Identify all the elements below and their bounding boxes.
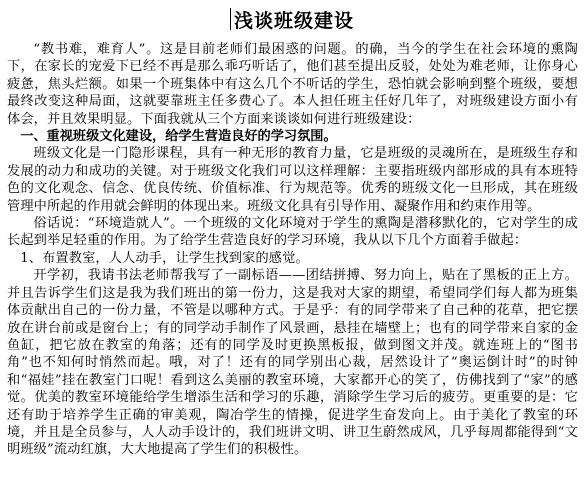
- classroom-paragraph[interactable]: 开学初，我请书法老师帮我写了一副标语——团结拼搏、努力向上，贴在了黑板的正上方。并且告诉学生们这是我为我们班出的第一份力，这是我对大家的期望，希望同学们每人都为班集体贡献出自己的一份力量，不管是以哪种方式。于是乎：有的同学带来了自己种的花草，把它摆放在讲台前或是窗台上；有的同学动手制作了风景画，悬挂在墙壁上；也有的同学带来自家的金鱼缸，把它放在教室的角落；还有的同学及时更换黑板报，做到图文并茂。就连班上的“图书角”也不知何时悄然而起。哦，对了！还有的同学别出心裁，居然设计了“奥运倒计时”的时钟和“福娃”挂在教室门口呢！看到这么美丽的教室环境，大家都开心的笑了，仿佛找到了“家”的感觉。优美的教室环境能给学生增添生活和学习的乐趣，消除学生学习后的疲劳。更重要的是：它还有助于培养学生正确的审美观，陶冶学生的情操，促进学生奋发向上。由于美化了教室的环境，并且是全员参与，人人动手设计的，我们班讲文明、讲卫生蔚然成风，几乎每周都能得到“文明班级”流动红旗，大大地提高了学生们的积极性。: [7, 268, 578, 458]
- text-cursor: [230, 8, 231, 30]
- class-culture-paragraph[interactable]: 班级文化是一门隐形课程，具有一种无形的教育力量，它是班级的灵魂所在，是班级生存和发展的动力和成功的关键。对于班级文化我们可以这样理解：主要指班级内部形成的具有本班特色的文化观念、信念、优良传统、价值标准、行为规范等。优秀的班级文化一旦形成，其在班级管理中所起的作用就会鲜明的体现出来。班级文化具有引导作用、凝聚作用和约束作用等。: [7, 146, 578, 214]
- document-title[interactable]: 浅谈班级建设: [233, 10, 354, 32]
- title-row: [0, 8, 584, 38]
- document-body[interactable]: [7, 41, 578, 459]
- environment-paragraph[interactable]: 俗话说：“环境造就人”。一个班级的文化环境对于学生的熏陶是潜移默化的，它对学生的成长起到举足轻重的作用。为了给学生营造良好的学习环境，我从以下几个方面着手做起：: [7, 216, 578, 249]
- section-heading-1[interactable]: 一、重视班级文化建设，给学生营造良好的学习氛围。: [20, 129, 337, 145]
- list-item-1[interactable]: 1、布置教室，人人动手，让学生找到家的感觉。: [20, 250, 309, 266]
- intro-paragraph[interactable]: “教书难，难育人”。这是目前老师们最困惑的问题。的确，当今的学生在社会环境的熏陶下，在家长的宠爱下已经不再是那么乖巧听话了，他们甚至提出反驳，处处为难老师，让你身心疲惫，焦头烂额。如果一个班集体中有这么几个不听话的学生，恐怕就会影响到整个班级，要想最终改变这种局面，这就要靠班主任多费心了。本人担任班主任好几年了，对班级建设方面小有体会，并且效果明显。下面我就从三个方面来谈谈如何进行班级建设：: [7, 42, 578, 127]
